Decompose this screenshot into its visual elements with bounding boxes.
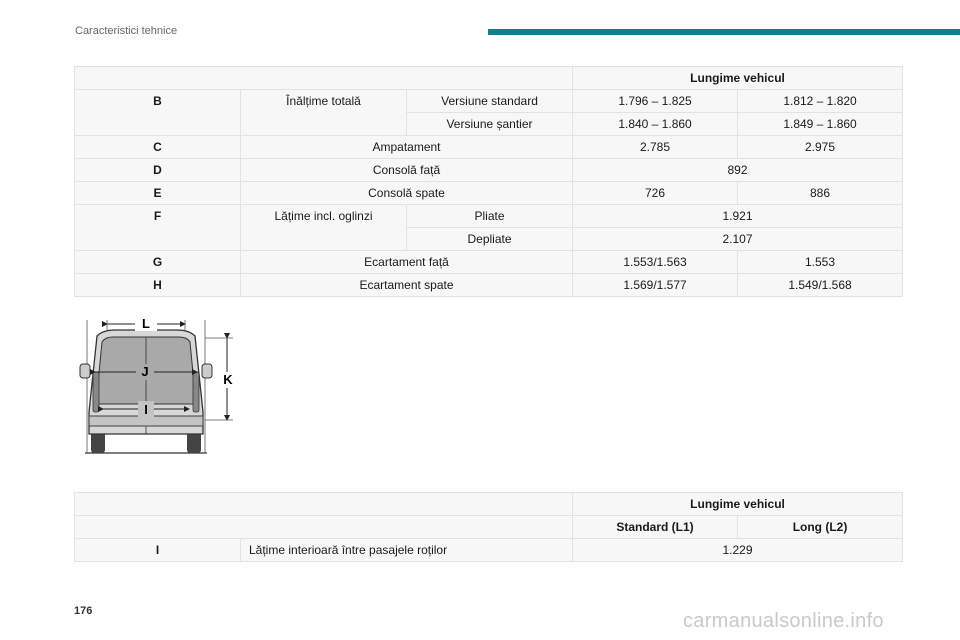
watermark: carmanualsonline.info — [683, 610, 884, 632]
row-label: Consolă spate — [241, 182, 573, 205]
row-code: C — [75, 136, 241, 159]
row-sublabel: Versiune șantier — [407, 113, 573, 136]
page-number: 176 — [74, 605, 93, 617]
row-label: Lățime interioară între pasajele roților — [241, 539, 573, 562]
vehicle-rear-diagram — [75, 312, 245, 462]
section-title: Caracteristici tehnice — [75, 25, 178, 37]
table-cell: 886 — [738, 182, 903, 205]
row-code: B — [75, 90, 241, 136]
col-header-long: Long (L2) — [738, 516, 903, 539]
table-row — [75, 493, 903, 516]
row-code: D — [75, 159, 241, 182]
row-label: Ampatament — [241, 136, 573, 159]
table-cell: 1.849 – 1.860 — [738, 113, 903, 136]
table-cell: 1.569/1.577 — [573, 274, 738, 297]
table-cell: 1.921 — [573, 205, 903, 228]
table-cell: 1.840 – 1.860 — [573, 113, 738, 136]
table-cell: 1.553 — [738, 251, 903, 274]
row-sublabel: Depliate — [407, 228, 573, 251]
row-code: E — [75, 182, 241, 205]
row-code: F — [75, 205, 241, 251]
col-header-standard: Standard (L1) — [573, 516, 738, 539]
table-row — [75, 159, 903, 182]
van-rear-icon — [75, 312, 245, 462]
table-cell: 2.785 — [573, 136, 738, 159]
table-cell: 1.229 — [573, 539, 903, 562]
table-cell: 2.107 — [573, 228, 903, 251]
table-row — [75, 67, 903, 90]
dimensions-table — [74, 66, 903, 297]
table-row — [75, 182, 903, 205]
interior-dimensions-table — [74, 492, 903, 562]
table-cell: 892 — [573, 159, 903, 182]
row-label: Consolă față — [241, 159, 573, 182]
table-blank-cell — [75, 516, 573, 539]
table-blank-cell — [75, 67, 573, 90]
row-label: Lățime incl. oglinzi — [241, 205, 407, 251]
table-row — [75, 205, 903, 228]
row-sublabel: Versiune standard — [407, 90, 573, 113]
table-row — [75, 539, 903, 562]
table-header-lungime: Lungime vehicul — [573, 67, 903, 90]
table-cell: 1.812 – 1.820 — [738, 90, 903, 113]
row-sublabel: Pliate — [407, 205, 573, 228]
table-row — [75, 136, 903, 159]
label-K: K — [223, 372, 233, 387]
table-row — [75, 251, 903, 274]
table-cell: 1.796 – 1.825 — [573, 90, 738, 113]
table-row — [75, 516, 903, 539]
table-header-lungime: Lungime vehicul — [573, 493, 903, 516]
table-cell: 1.549/1.568 — [738, 274, 903, 297]
row-code: H — [75, 274, 241, 297]
row-label: Ecartament față — [241, 251, 573, 274]
table-blank-cell — [75, 493, 573, 516]
table-cell: 726 — [573, 182, 738, 205]
header-accent-bar — [488, 29, 960, 35]
table-cell: 1.553/1.563 — [573, 251, 738, 274]
table-row — [75, 274, 903, 297]
row-code: G — [75, 251, 241, 274]
row-label: Ecartament spate — [241, 274, 573, 297]
row-code: I — [75, 539, 241, 562]
label-I: I — [144, 402, 148, 417]
row-label: Înălțime totală — [241, 90, 407, 136]
label-L: L — [142, 316, 150, 331]
table-cell: 2.975 — [738, 136, 903, 159]
label-J: J — [141, 364, 149, 379]
table-row — [75, 90, 903, 113]
